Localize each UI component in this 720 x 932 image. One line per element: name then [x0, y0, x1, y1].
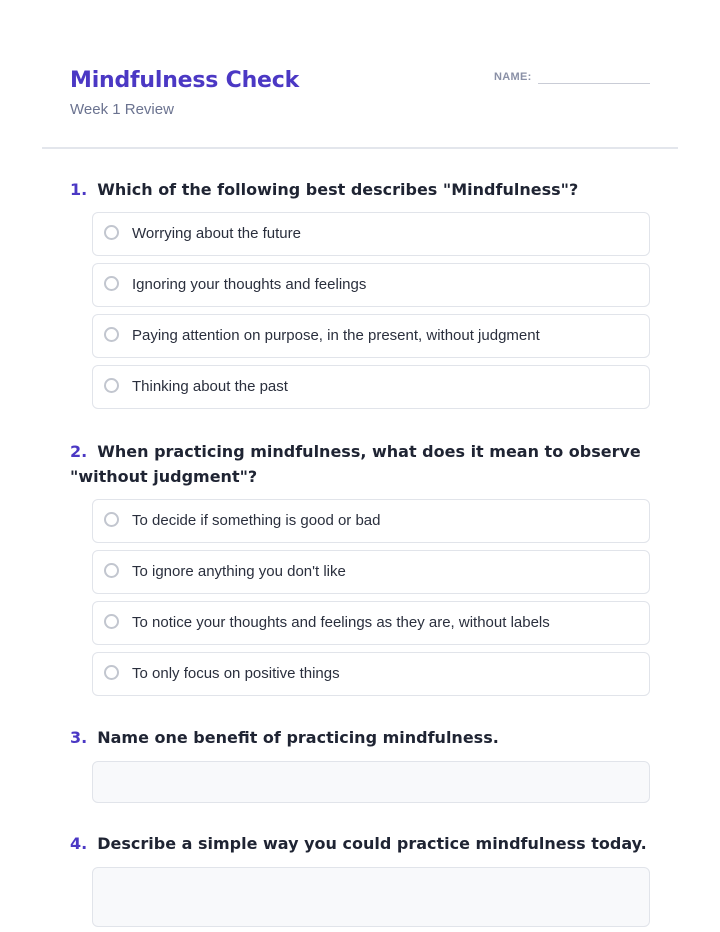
name-field[interactable] [494, 70, 650, 90]
question-1-text [70, 177, 650, 202]
question-2-option-3[interactable] [92, 601, 650, 645]
question-2-options [92, 499, 650, 696]
question-2-text [70, 439, 650, 489]
question-4-label: Describe a simple way you could practice mindfulness today. [97, 834, 647, 853]
question-4-number: 4. [70, 834, 88, 853]
question-4 [70, 831, 650, 927]
question-3 [70, 725, 650, 803]
question-2-option-2[interactable] [92, 550, 650, 594]
radio-button[interactable] [104, 563, 119, 578]
radio-button[interactable] [104, 378, 119, 393]
question-3-answer-field[interactable] [92, 761, 650, 803]
question-4-text [70, 831, 650, 856]
option-label: To ignore anything you don't like [132, 563, 346, 580]
question-1-label: Which of the following best describes "Mindfulness"? [97, 180, 579, 199]
worksheet-title: Mindfulness Check [70, 68, 300, 93]
question-1-number: 1. [70, 180, 88, 199]
header-divider [42, 147, 678, 149]
question-3-label: Name one benefit of practicing mindfulness. [97, 728, 499, 747]
radio-button[interactable] [104, 225, 119, 240]
option-label: Ignoring your thoughts and feelings [132, 276, 367, 293]
question-2-option-4[interactable] [92, 652, 650, 696]
option-label: To only focus on positive things [132, 665, 340, 682]
question-1-option-2[interactable] [92, 263, 650, 307]
option-label: Paying attention on purpose, in the present, without judgment [132, 327, 540, 344]
question-2-number: 2. [70, 442, 88, 461]
worksheet-subtitle: Week 1 Review [70, 101, 174, 118]
option-label: Worrying about the future [132, 225, 301, 242]
question-2-label: When practicing mindfulness, what does it mean to observe "without judgment"? [70, 442, 641, 486]
name-label: NAME: [494, 71, 532, 83]
question-1 [70, 177, 650, 409]
question-2 [70, 439, 650, 696]
question-1-options [92, 212, 650, 409]
question-3-text [70, 725, 650, 750]
question-1-option-3[interactable] [92, 314, 650, 358]
option-label: Thinking about the past [132, 378, 288, 395]
name-input-line[interactable] [538, 83, 650, 84]
radio-button[interactable] [104, 512, 119, 527]
worksheet-header [70, 68, 650, 128]
question-4-answer-field[interactable] [92, 867, 650, 927]
question-1-option-1[interactable] [92, 212, 650, 256]
radio-button[interactable] [104, 327, 119, 342]
question-1-option-4[interactable] [92, 365, 650, 409]
radio-button[interactable] [104, 276, 119, 291]
option-label: To notice your thoughts and feelings as they are, without labels [132, 614, 550, 631]
option-label: To decide if something is good or bad [132, 512, 381, 529]
question-3-number: 3. [70, 728, 88, 747]
radio-button[interactable] [104, 665, 119, 680]
radio-button[interactable] [104, 614, 119, 629]
question-2-option-1[interactable] [92, 499, 650, 543]
